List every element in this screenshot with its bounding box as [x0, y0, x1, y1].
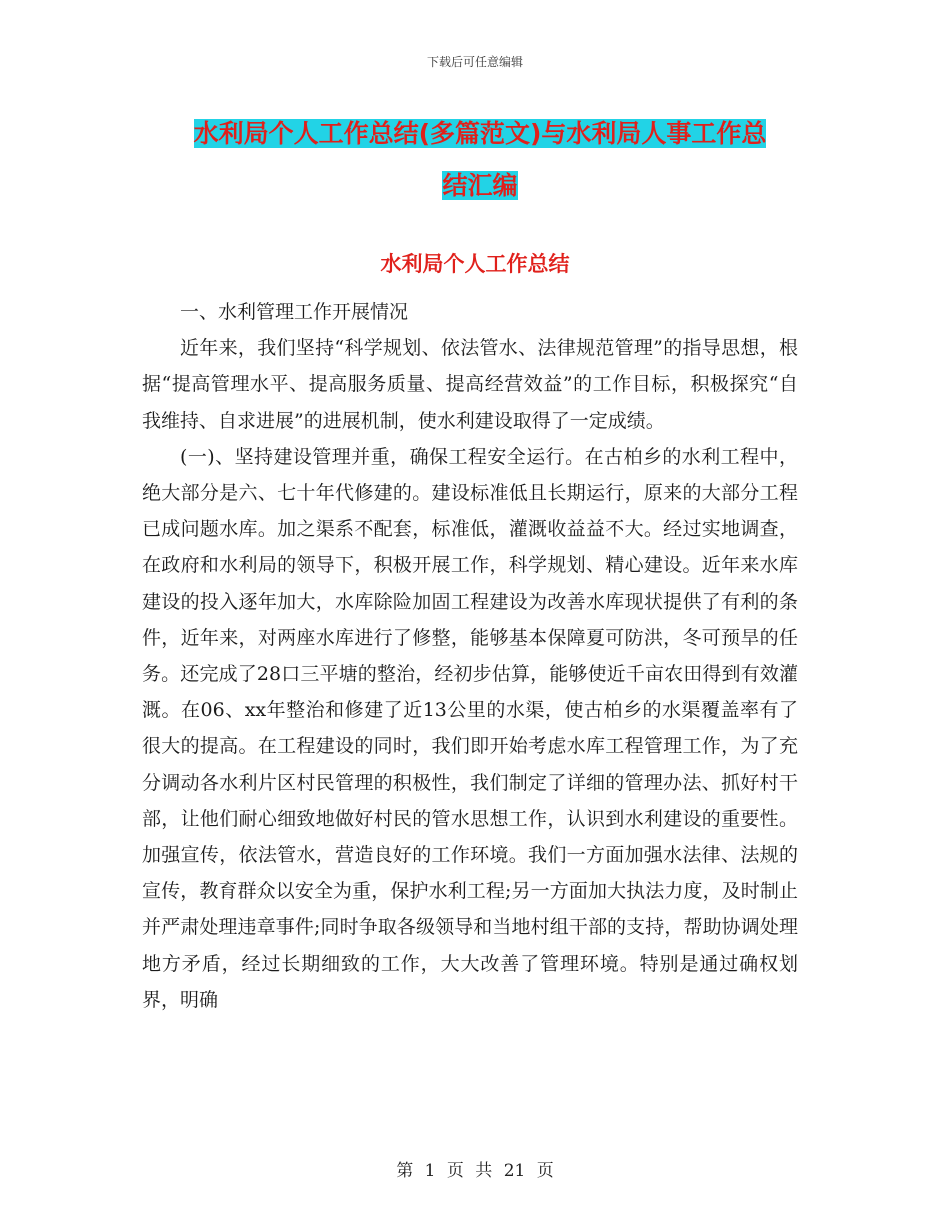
body-paragraph: (一)、坚持建设管理并重，确保工程安全运行。在古柏乡的水利工程中，绝大部分是六、七十年代修建的。建设标准低且长期运行，原来的大部分工程已成问题水库。加之渠系不配套，标准低，灌溉收益益不大。经过实地调查，在政府和水利局的领导下，积极开展工作，科学规划、精心建设。近年来水库建设的投入逐年加大，水库除险加固工程建设为改善水库现状提供了有利的条件，近年来，对两座水库进行了修整，能够基本保障夏可防洪，冬可预旱的任务。还完成了28口三平塘的整治，经初步估算，能够使近千亩农田得到有效灌溉。在06、xx年整治和修建了近13公里的水渠，使古柏乡的水渠覆盖率有了很大的提高。在工程建设的同时，我们即开始考虑水库工程管理工作，为了充分调动各水利片区村民管理的积极性，我们制定了详细的管理办法、抓好村干部，让他们耐心细致地做好村民的管水思想工作，认识到水利建设的重要性。加强宣传，依法管水，营造良好的工作环境。我们一方面加强水法律、法规的宣传，教育群众以安全为重，保护水利工程;另一方面加大执法力度，及时制止并严肃处理违章事件;同时争取各级领导和当地村组干部的支持，帮助协调处理地方矛盾，经过长期细致的工作，大大改善了管理环境。特别是通过确权划界，明确	[142, 445, 798, 1011]
document-title	[150, 108, 810, 212]
section-title: 水利局个人工作总结	[380, 252, 570, 276]
document-body	[142, 294, 798, 1018]
heading-paragraph: 一、水利管理工作开展情况	[180, 301, 409, 323]
document-title-line1: 水利局个人工作总结(多篇范文)与水利局人事工作总	[193, 119, 767, 148]
body-paragraph: 近年来，我们坚持“科学规划、依法管水、法律规范管理”的指导思想，根据“提高管理水平、提高服务质量、提高经营效益”的工作目标，积极探究“自我维持、自求进展”的进展机制，使水利建设取得了一定成绩。	[142, 337, 798, 432]
page-number: 第 1 页 共 21 页	[396, 1161, 554, 1181]
document-title-line2: 结汇编	[442, 171, 518, 200]
page-header-note: 下载后可任意编辑	[426, 55, 523, 69]
